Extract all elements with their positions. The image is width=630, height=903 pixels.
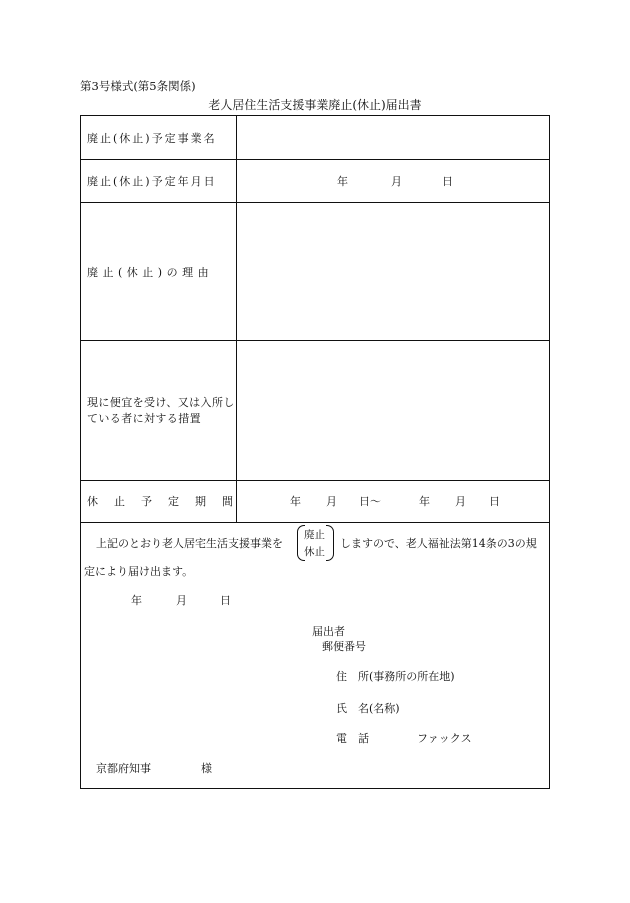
choice-discontinue[interactable]: 廃止 [304, 529, 325, 541]
row-divider [81, 522, 549, 523]
choice-bracket-right [326, 525, 334, 561]
business-name-label: 廃止(休止)予定事業名 [87, 132, 217, 145]
measures-label: 現に便宜を受け、又は入所している者に対する措置 [87, 396, 235, 425]
notifier-label: 届出者 [312, 625, 345, 638]
suspension-period-field[interactable] [237, 481, 550, 522]
address-label-char: 住 [336, 670, 347, 683]
phone-label-char: 電 [336, 732, 347, 745]
form-number: 第3号様式(第5条関係) [80, 79, 196, 93]
planned-date-year: 年 [337, 175, 348, 188]
planned-date-label: 廃止(休止)予定年月日 [87, 175, 217, 188]
submission-date-year: 年 [131, 594, 142, 607]
phone-label-char-2: 話 [358, 732, 369, 745]
declaration-text-before: 上記のとおり老人居宅生活支援事業を [96, 537, 283, 550]
declaration-text-line2: 定により届け出ます。 [84, 565, 194, 578]
declaration-text-after: しますので、老人福祉法第14条の3の規 [340, 537, 537, 550]
reason-label: 廃止(休止)の理由 [87, 266, 214, 279]
postal-code-label: 郵便番号 [322, 640, 366, 653]
period-from-month: 月 [326, 495, 337, 508]
planned-date-field[interactable] [237, 160, 550, 202]
notification-form-table [80, 115, 550, 789]
form-title: 老人居住生活支援事業廃止(休止)届出書 [208, 98, 422, 112]
name-label-char: 氏 [336, 702, 347, 715]
period-to-month: 月 [455, 495, 466, 508]
addressee-recipient: 京都府知事 [96, 762, 151, 775]
business-name-field[interactable] [237, 116, 550, 159]
period-to-day: 日 [489, 495, 500, 508]
reason-field[interactable] [237, 203, 550, 340]
planned-date-day: 日 [442, 175, 453, 188]
choice-suspend[interactable]: 休止 [304, 546, 325, 558]
submission-date-month: 月 [176, 594, 187, 607]
measures-field[interactable] [237, 341, 550, 480]
fax-label: ファックス [417, 732, 472, 745]
period-from-day: 日〜 [359, 495, 381, 508]
period-label: 休止予定期間 [87, 495, 249, 508]
name-label-rest: 名(名称) [358, 702, 400, 715]
period-from-year: 年 [290, 495, 301, 508]
address-label-rest: 所(事務所の所在地) [358, 670, 455, 683]
addressee-honorific: 様 [201, 762, 212, 775]
period-to-year: 年 [419, 495, 430, 508]
planned-date-month: 月 [391, 175, 402, 188]
submission-date-day: 日 [220, 594, 231, 607]
